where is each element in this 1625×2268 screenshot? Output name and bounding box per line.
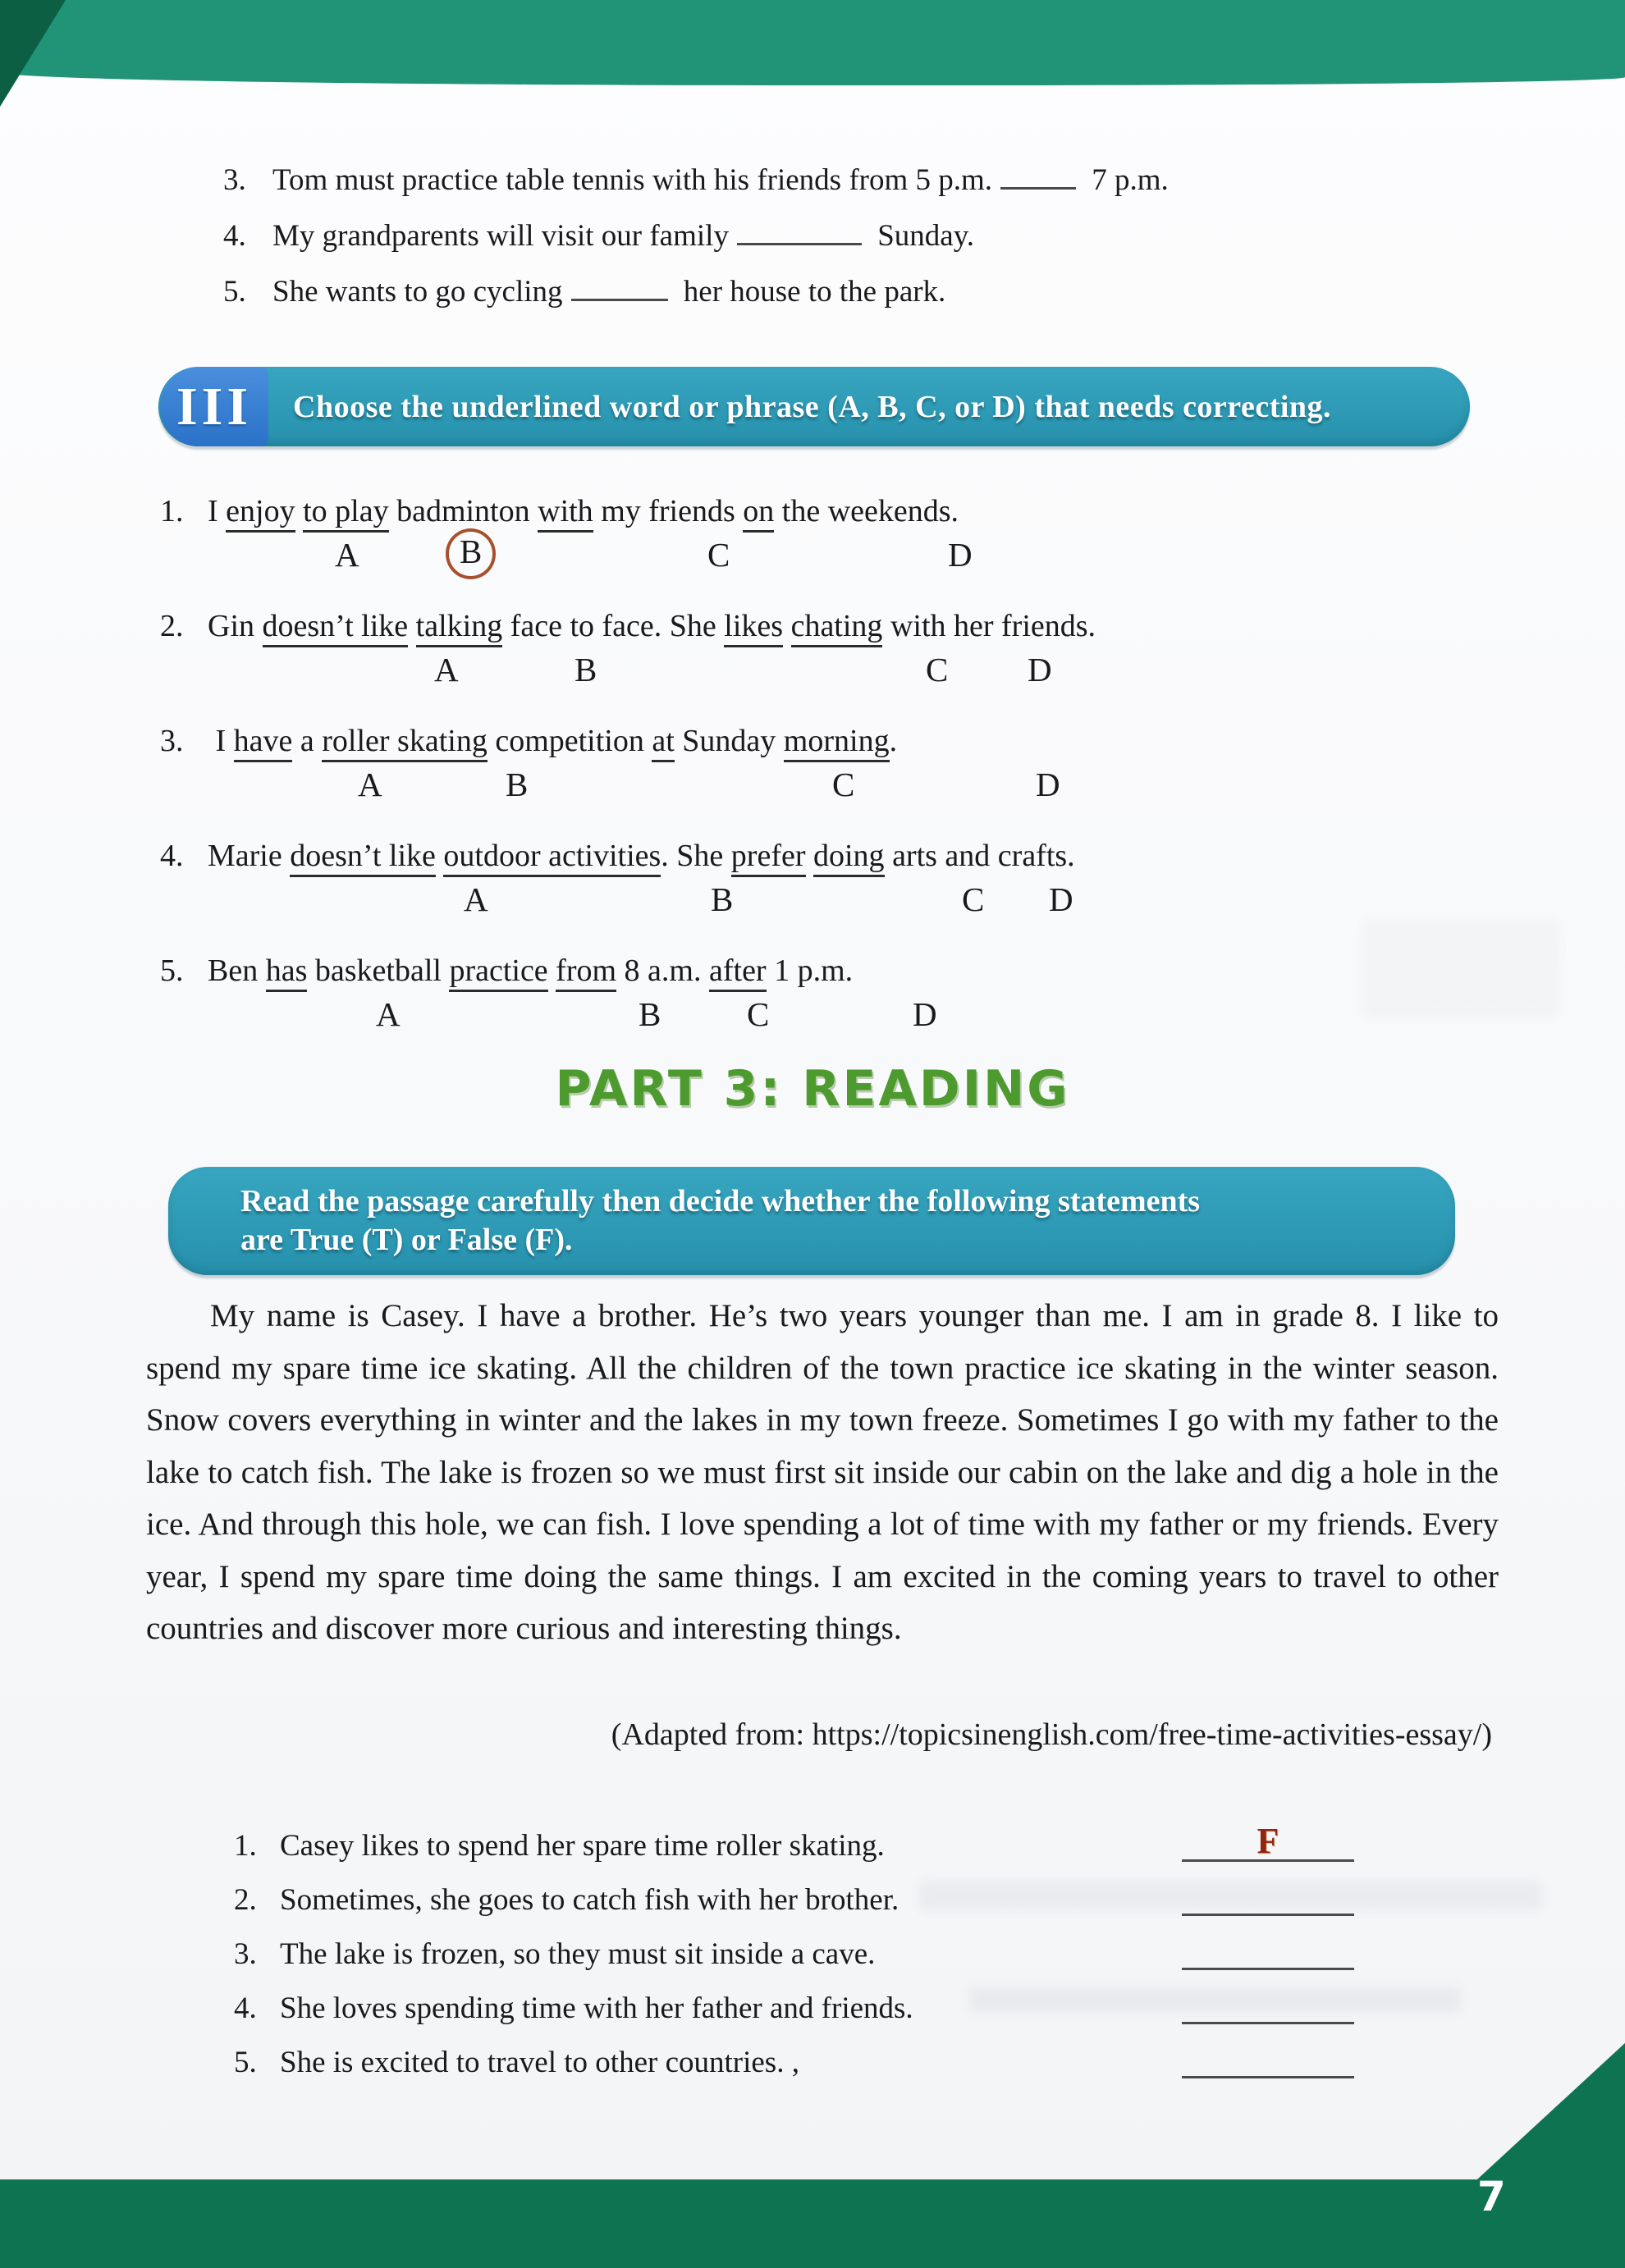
question-sentence bbox=[160, 489, 1490, 533]
answer-letter-row bbox=[160, 763, 1490, 812]
statement-number: 3. bbox=[234, 1937, 257, 1971]
answer-letter: C bbox=[832, 766, 855, 803]
item-text-after-blank: 7 p.m. bbox=[1084, 163, 1169, 197]
underlined-phrase: to play bbox=[303, 494, 388, 533]
part-three-title: PART 3: READING bbox=[555, 1060, 1070, 1118]
question-block bbox=[160, 949, 1490, 1063]
answer-letter-row bbox=[160, 533, 1490, 583]
question-number: 5. bbox=[160, 953, 184, 988]
item-text-before-blank: She wants to go cycling bbox=[272, 275, 563, 309]
true-false-statements bbox=[234, 1823, 1490, 2094]
item-number: 5. bbox=[223, 275, 246, 309]
statement-number: 4. bbox=[234, 1991, 257, 2025]
answer-letter: A bbox=[464, 880, 488, 918]
item-number: 3. bbox=[223, 163, 246, 197]
circled-answer-letter: B bbox=[446, 528, 496, 579]
sentence-text: my friends bbox=[593, 494, 744, 528]
sentence-text: badminton bbox=[388, 494, 538, 528]
sentence-text: basketball bbox=[307, 953, 450, 988]
instruction-line-1: Read the passage carefully then decide whether the following statements bbox=[240, 1184, 1201, 1219]
fill-in-item bbox=[223, 208, 1454, 264]
answer-letter: D bbox=[1028, 651, 1052, 688]
sentence-text: Marie bbox=[208, 839, 291, 873]
statement-text: The lake is frozen, so they must sit inside a cave. bbox=[280, 1937, 876, 1971]
answer-letter: B bbox=[711, 880, 734, 918]
sentence-text: with her friends. bbox=[882, 609, 1096, 643]
answer-letter: C bbox=[962, 880, 985, 918]
blank-line bbox=[1000, 157, 1076, 190]
sentence-text: Ben bbox=[208, 953, 266, 988]
underlined-phrase: has bbox=[266, 953, 308, 992]
underlined-phrase: talking bbox=[416, 609, 503, 647]
sentence-text bbox=[436, 839, 444, 873]
section-numeral-badge bbox=[160, 367, 268, 446]
underlined-phrase: doesn’t like bbox=[290, 839, 436, 877]
underlined-phrase: roller skating bbox=[322, 724, 488, 762]
answer-letter: A bbox=[376, 995, 401, 1033]
item-number: 4. bbox=[223, 219, 246, 253]
fill-in-item bbox=[223, 153, 1454, 208]
sentence-text: a bbox=[292, 724, 323, 758]
question-number: 4. bbox=[160, 839, 184, 873]
statement-text: Casey likes to spend her spare time roller skating. bbox=[280, 1829, 885, 1863]
answer-letter: C bbox=[747, 995, 770, 1033]
answer-letter: C bbox=[926, 651, 949, 688]
sentence-text: Gin bbox=[208, 609, 263, 643]
sentence-text bbox=[295, 494, 304, 528]
underlined-phrase: practice bbox=[449, 953, 547, 992]
sentence-text: Sunday bbox=[674, 724, 784, 758]
sentence-text: the weekends. bbox=[774, 494, 959, 528]
statement-row bbox=[234, 1823, 1490, 1877]
sentence-text bbox=[548, 953, 556, 988]
underlined-phrase: doing bbox=[813, 839, 885, 877]
sentence-text: competition bbox=[487, 724, 652, 758]
question-sentence bbox=[160, 834, 1490, 878]
statement-number: 2. bbox=[234, 1883, 257, 1917]
answer-blank-line bbox=[1182, 1968, 1354, 1970]
answer-letter: A bbox=[358, 766, 382, 803]
sentence-text: face to face. She bbox=[502, 609, 725, 643]
sentence-text: . bbox=[889, 724, 898, 758]
sentence-text bbox=[806, 839, 814, 873]
section-three-header bbox=[158, 367, 1470, 446]
underlined-phrase: at bbox=[652, 724, 674, 762]
sentence-text bbox=[408, 609, 416, 643]
answer-letter: D bbox=[948, 536, 973, 574]
sentence-text: 8 a.m. bbox=[616, 953, 709, 988]
underlined-phrase: likes bbox=[724, 609, 783, 647]
sentence-text: . She bbox=[661, 839, 731, 873]
question-block bbox=[160, 604, 1490, 719]
statement-number: 5. bbox=[234, 2046, 257, 2079]
section-three-title: Choose the underlined word or phrase (A, B, C, or D) that needs correcting. bbox=[293, 389, 1332, 424]
sentence-text bbox=[783, 609, 791, 643]
scan-artifact bbox=[968, 1986, 1461, 2014]
underlined-phrase: from bbox=[556, 953, 616, 992]
blank-line bbox=[737, 213, 862, 245]
question-block bbox=[160, 719, 1490, 834]
statement-text: She loves spending time with her father and friends. bbox=[280, 1991, 913, 2025]
passage-source: (Adapted from: https://topicsinenglish.com/free-time-activities-essay/) bbox=[611, 1717, 1492, 1752]
underlined-phrase: chating bbox=[791, 609, 883, 647]
question-sentence bbox=[160, 719, 1490, 763]
page-number: 7 bbox=[1477, 2173, 1506, 2220]
scan-artifact bbox=[1362, 919, 1559, 1017]
underlined-phrase: have bbox=[234, 724, 293, 762]
fill-in-item bbox=[223, 264, 1454, 320]
question-block bbox=[160, 834, 1490, 949]
answer-letter-row bbox=[160, 878, 1490, 927]
statement-number: 1. bbox=[234, 1829, 257, 1863]
underlined-phrase: prefer bbox=[731, 839, 806, 877]
answer-blank-line bbox=[1182, 1914, 1354, 1916]
question-number: 1. bbox=[160, 494, 184, 528]
answer-letter: B bbox=[574, 651, 597, 688]
answer-blank-line bbox=[1182, 2022, 1354, 2024]
scan-artifact bbox=[919, 1881, 1543, 1910]
item-text-after-blank: Sunday. bbox=[869, 219, 975, 253]
answer-letter: D bbox=[913, 995, 937, 1033]
blank-line bbox=[571, 268, 668, 301]
underlined-phrase: morning bbox=[784, 724, 890, 762]
answer-letter: B bbox=[639, 995, 661, 1033]
answer-letter: B bbox=[506, 766, 529, 803]
question-number: 2. bbox=[160, 609, 184, 643]
reading-passage: My name is Casey. I have a brother. He’s two years younger than me. I am in grade 8. I like to spend my spare time ice skating. All the children of the town practice ice skating in the winter season. Snow covers everything in winter and the lakes in my town freeze. Sometimes I go with my father to the lake to catch fish. The lake is frozen so we must first sit inside our cabin on the lake and dig a hole in the ice. And through this hole, we can fish. I love spending a lot of time with my father or my friends. Every year, I spend my spare time doing the same things. I am excited in the coming years to travel to other countries and discover more curious and interesting things. bbox=[146, 1298, 1499, 1646]
answer-letter: A bbox=[335, 536, 359, 574]
statement-text: She is excited to travel to other countries. , bbox=[280, 2046, 799, 2079]
sentence-text: 1 p.m. bbox=[766, 953, 854, 988]
sentence-text: I bbox=[208, 724, 234, 758]
question-sentence bbox=[160, 604, 1490, 648]
item-text-after-blank: her house to the park. bbox=[675, 275, 946, 309]
underlined-phrase: on bbox=[743, 494, 774, 533]
item-text-before-blank: My grandparents will visit our family bbox=[272, 219, 729, 253]
handwritten-answer: F bbox=[1257, 1821, 1279, 1861]
answer-letter-row bbox=[160, 648, 1490, 697]
reading-instruction-bar bbox=[168, 1167, 1455, 1275]
fill-in-exercise-list bbox=[223, 153, 1454, 320]
answer-blank-line bbox=[1182, 2076, 1354, 2078]
answer-letter: D bbox=[1036, 766, 1060, 803]
answer-letter-row bbox=[160, 993, 1490, 1042]
sentence-text: arts and crafts. bbox=[884, 839, 1075, 873]
statement-row bbox=[234, 1932, 1490, 1986]
statement-text: Sometimes, she goes to catch fish with her brother. bbox=[280, 1883, 899, 1917]
answer-letter: A bbox=[434, 651, 459, 688]
section-numeral: III bbox=[176, 376, 253, 437]
top-green-band bbox=[0, 0, 1625, 85]
sentence-text: I bbox=[208, 494, 227, 528]
underlined-phrase: after bbox=[709, 953, 767, 992]
answer-letter: C bbox=[707, 536, 730, 574]
instruction-line-2: are True (T) or False (F). bbox=[240, 1223, 573, 1257]
statement-row bbox=[234, 2040, 1490, 2094]
error-correction-questions bbox=[160, 489, 1490, 1063]
item-text-before-blank: Tom must practice table tennis with his friends from 5 p.m. bbox=[272, 163, 993, 197]
answer-letter: D bbox=[1049, 880, 1073, 918]
question-block bbox=[160, 489, 1490, 604]
underlined-phrase: outdoor activities bbox=[443, 839, 661, 877]
question-sentence bbox=[160, 949, 1490, 993]
underlined-phrase: doesn’t like bbox=[263, 609, 409, 647]
question-number: 3. bbox=[160, 724, 184, 758]
underlined-phrase: enjoy bbox=[226, 494, 295, 533]
underlined-phrase: with bbox=[538, 494, 593, 533]
